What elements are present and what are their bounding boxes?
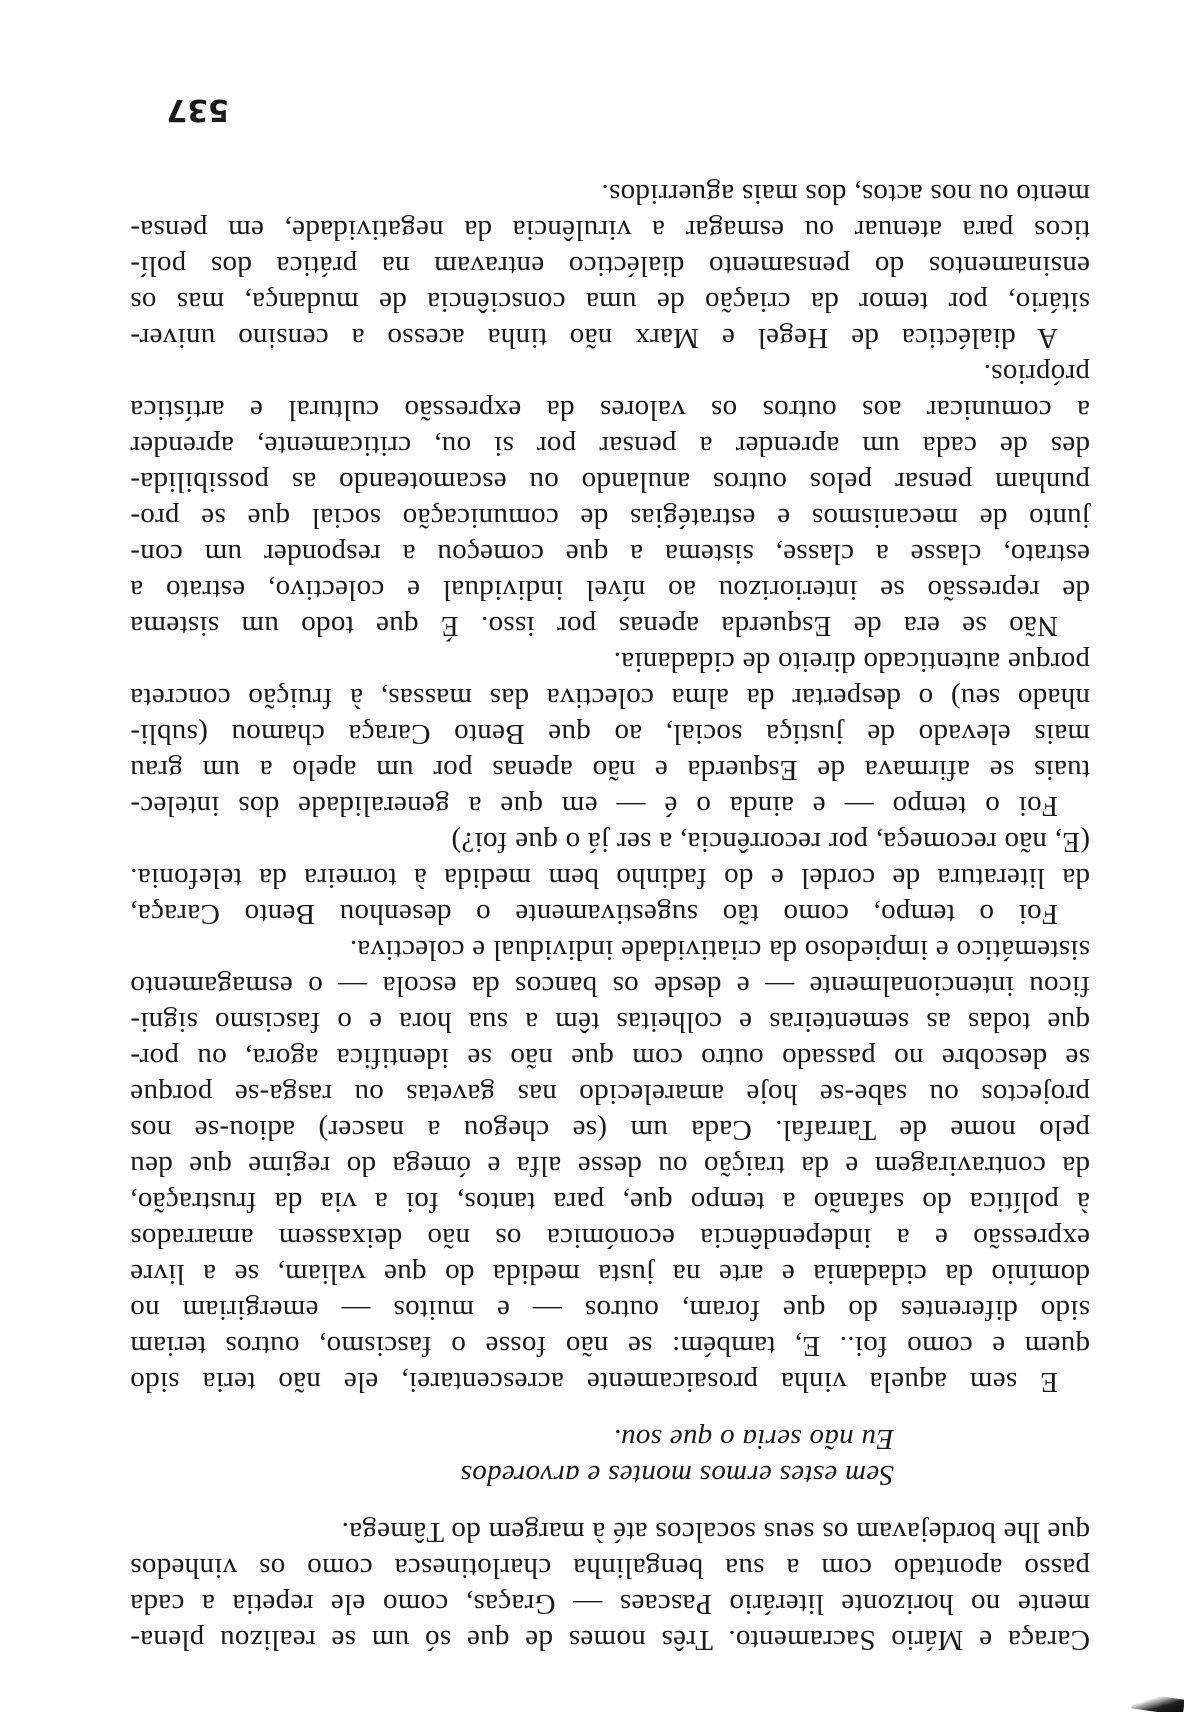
- text-line: de repressão se interiorizou ao nível individual e colectivo, estrato a: [130, 574, 1090, 606]
- text-line: sistemático e impiedoso da criatividade individual e colectiva.: [349, 934, 1090, 966]
- text-line: porque autenticado direito de cidadania.: [613, 646, 1090, 678]
- text-line: da literatura de cordel e do fadinho bem medida à torneira da telefonia.: [130, 862, 1090, 894]
- text-line: Foi o tempo — e ainda o é — em que a generalidade dos intelec-: [130, 790, 1058, 822]
- text-line: Foi o tempo, como tão sugestivamente o desenhou Bento Caraça,: [130, 898, 1058, 930]
- text-line: quem e como foi.. E, também: se não fosse o fascismo, outros teriam: [130, 1330, 1090, 1362]
- text-line: tuais se afirmava de Esquerda e não apenas por um apelo a um grau: [130, 754, 1090, 786]
- text-line: ficou intencionalmente — e desde os bancos da escola — o esmagamento: [130, 970, 1090, 1002]
- text-line: junto de mecanismos e estratégias de comunicação social que se pro-: [130, 502, 1090, 534]
- text-line: a comunicar aos outros os valores da expressão cultural e artística: [130, 394, 1090, 426]
- text-line: passo apontado com a sua bengalinha charlotinesca como os vinhedos: [130, 1552, 1090, 1584]
- text-line: (E, não recomeça, por recorrência, a ser já o que foi?): [451, 826, 1090, 858]
- text-line: domínio da cidadania e arte na justa medida do que valiam, se a livre: [130, 1258, 1090, 1290]
- text-line: mais elevado de justiça social, ao que Bento Caraça chamou (subli-: [130, 718, 1090, 750]
- text-line: A dialéctica de Hegel e Marx não tinha acesso a censino univer-: [130, 322, 1058, 354]
- text-line: estrato, classe a classe, sistema a que começou a responder um con-: [130, 538, 1090, 570]
- text-line: ticos para atenuar ou esmagar a virulência da negatividade, em pensa-: [130, 214, 1090, 246]
- text-line: nhado seu) o despertar da alma colectiva das massas, à fruição concreta: [130, 682, 1090, 714]
- text-line: que todas as sementeiras e colheitas têm a sua hora e o fascismo signi-: [130, 1006, 1090, 1038]
- text-line: mente no horizonte literário Pascaes — Graças, como ele repetia a cada: [130, 1588, 1090, 1620]
- page-number: 537: [166, 92, 229, 127]
- text-line: se descobre no passado outro com que não se identifica agora, ou por-: [130, 1042, 1090, 1074]
- text-line: punham pensar pelos outros anulando ou escamoteando as possibilida-: [130, 466, 1090, 498]
- text-line: des de cada um aprender a pensar por si ou, criticamente, aprender: [130, 430, 1090, 462]
- text-line: expressão e a independência económica os não deixassem amarrados: [130, 1222, 1090, 1254]
- text-line: próprios.: [983, 358, 1090, 390]
- text-line: Não se era de Esquerda apenas por isso. É que todo um sistema: [130, 610, 1058, 642]
- verse-line: Sem estes ermos montes e arvoredos: [460, 1459, 894, 1491]
- text-line: sido diferentes do que foram, outros — e muitos — emergiriam no: [130, 1294, 1090, 1326]
- text-line: da contraviragem e da traição ou desse alfa e ómega do regime que deu: [130, 1150, 1090, 1182]
- text-line: sitário, por temor da criação de uma consciência de mudança, mas os: [130, 286, 1090, 318]
- text-line: que lhe bordejavam os seus socalcos até à margem do Tâmega.: [341, 1516, 1090, 1548]
- text-line: à política do safanão a tempo que, para tantos, foi a via da frustração,: [130, 1186, 1090, 1218]
- text-line: mento ou nos actos, dos mais aguerridos.: [601, 178, 1090, 210]
- text-line: E sem aquela vinha prosaicamente acrescentarei, ele não teria sido: [130, 1366, 1058, 1398]
- text-line: pelo nome de Tarrafal. Cada um (se chegou a nascer) adiou-se nos: [130, 1114, 1090, 1146]
- verse-line: Eu não seria o que sou.: [613, 1423, 894, 1455]
- text-line: ensinamentos do pensamento dialéctico entravam na prática dos polí-: [130, 250, 1090, 282]
- text-line: Caraça e Mário Sacramento. Três nomes de que só um se realizou plena-: [130, 1624, 1090, 1656]
- text-line: projectos ou sabe-se hoje amarelecido nas gavetas ou rasga-se porque: [130, 1078, 1090, 1110]
